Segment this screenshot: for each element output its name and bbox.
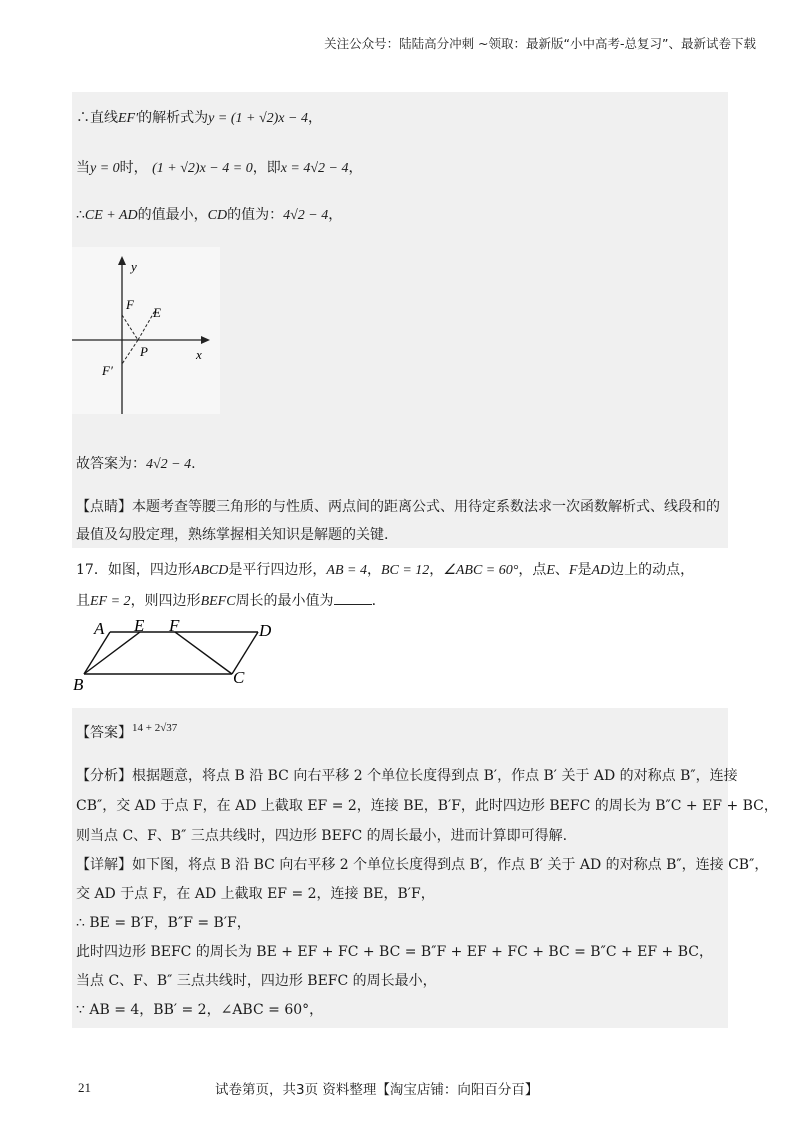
analysis-line3: 则当点 C、F、B″ 三点共线时，四边形 BEFC 的周长最小，进而计算即可得解.: [76, 828, 568, 844]
label-A: A: [94, 619, 105, 638]
text: ，则四边形: [130, 593, 201, 609]
label-D: D: [259, 621, 272, 640]
dash-fp: [122, 315, 138, 340]
math-expr: CE + AD: [84, 208, 138, 223]
x-axis-arrow: [201, 336, 210, 344]
edge-fc: [175, 632, 232, 674]
text: ，: [366, 562, 381, 578]
answer-label: 【答案】: [76, 725, 132, 741]
comment-line2: 最值及勾股定理，熟练掌握相关知识是解题的关键.: [76, 527, 389, 543]
text: ∴: [76, 207, 85, 223]
q16-answer-line: [76, 454, 196, 475]
math: F: [568, 563, 578, 578]
q17-line2: [76, 590, 376, 612]
math-value: 4√2 − 4: [146, 457, 192, 472]
text: 边上的动点，: [610, 562, 695, 578]
text: ，即: [252, 160, 281, 176]
label-E: E: [134, 616, 145, 635]
math: AB = 4: [326, 563, 367, 578]
comment-line1: 【点睛】本题考查等腰三角形的与性质、两点间的距离公式、用待定系数法求一次函数解析式、线段和的: [76, 499, 720, 515]
detail-line5: 当点 C、F、B″ 三点共线时，四边形 BEFC 的周长最小，: [76, 973, 437, 989]
parallelogram-figure: [72, 614, 292, 694]
math: AD: [591, 563, 611, 578]
text: ，: [328, 207, 343, 223]
math-result: x = 4√2 − 4: [280, 161, 349, 176]
label-F: F: [169, 616, 180, 635]
footer-text: 试卷第页，共3页 资料整理【淘宝店铺：向阳百分百】: [215, 1082, 539, 1098]
text: 的值为：: [227, 207, 284, 223]
answer-blank: [334, 590, 372, 605]
text: 的值最小，: [137, 207, 208, 223]
page-number: 21: [78, 1080, 91, 1095]
text: 是: [577, 562, 592, 578]
math-equation: (1 + √2)x − 4 = 0: [152, 161, 253, 176]
text: ∴直线: [76, 110, 118, 126]
y-axis-arrow: [118, 256, 126, 265]
label-B: B: [73, 675, 84, 694]
detail-line4: 此时四边形 BEFC 的周长为 BE + EF + FC + BC = B″F + EF + FC + BC = B″C + EF + BC，: [76, 944, 713, 960]
text: 时，: [119, 160, 148, 176]
text: ，: [307, 110, 322, 126]
math-value: 4√2 − 4: [283, 208, 329, 223]
text: 当: [76, 160, 90, 176]
text: 、: [554, 562, 569, 578]
answer-value: 14 + 2√37: [132, 722, 178, 734]
text: 故答案为：: [76, 456, 146, 472]
text: .: [371, 593, 377, 609]
label-F: F: [126, 297, 134, 312]
q16-line3: [76, 205, 342, 226]
q17-line1: [76, 560, 694, 581]
text: ，: [429, 562, 444, 578]
edge-be: [84, 632, 140, 674]
dash-pf2: [122, 340, 138, 364]
q16-line2: [76, 158, 363, 179]
label-F-prime: F′: [102, 363, 113, 378]
math-equation: y = (1 + √2)x − 4: [208, 111, 308, 126]
text: 周长的最小值为: [235, 593, 334, 609]
text: 的解析式为: [138, 110, 209, 126]
text: ，点: [518, 562, 547, 578]
q16-line1: [76, 108, 322, 129]
header-text: 关注公众号：陆陆高分冲刺 ~领取：最新版“小中高考-总复习”、最新试卷下载: [324, 36, 756, 51]
text: 是平行四边形，: [228, 562, 327, 578]
detail-line1: 【详解】如下图，将点 B 沿 BC 向右平移 2 个单位长度得到点 B′，作点 B′ 关于 AD 的对称点 B″，连接 CB″，: [76, 857, 769, 873]
math: BEFC: [200, 594, 236, 609]
label-E: E: [153, 305, 161, 320]
label-x: x: [196, 347, 202, 362]
analysis-line1: 【分析】根据题意，将点 B 沿 BC 向右平移 2 个单位长度得到点 B′，作点 B′ 关于 AD 的对称点 B″，连接: [76, 768, 738, 784]
text: .: [191, 456, 196, 472]
math: E: [546, 563, 555, 578]
math: BC = 12: [380, 563, 430, 578]
text: ，: [348, 160, 363, 176]
coordinate-svg: [72, 247, 220, 414]
text: 17．如图，四边形: [76, 562, 192, 578]
coordinate-figure: [72, 247, 220, 414]
label-P: P: [140, 344, 148, 359]
math-cd: CD: [207, 208, 228, 223]
detail-line2: 交 AD 于点 F，在 AD 上截取 EF = 2，连接 BE，B′F，: [76, 886, 435, 902]
text: 且: [76, 593, 90, 609]
detail-line6: ∵ AB = 4，BB′ = 2，∠ABC = 60°，: [76, 1002, 324, 1018]
math-ef: EF′: [118, 111, 139, 126]
edge-ab: [84, 632, 110, 674]
math-cond: y = 0: [90, 161, 120, 176]
analysis-line2: CB″，交 AD 于点 F，在 AD 上截取 EF = 2，连接 BE，B′F，此时四边形 BEFC 的周长为 B″C + EF + BC，: [76, 798, 778, 814]
label-y: y: [131, 259, 137, 274]
math: ∠ABC = 60°: [443, 563, 519, 578]
answer-line: [76, 718, 177, 743]
detail-line3: ∴ BE = B′F，B″F = B′F，: [76, 915, 251, 931]
math: ABCD: [191, 563, 229, 578]
math: EF = 2: [90, 594, 131, 609]
label-C: C: [233, 668, 245, 687]
